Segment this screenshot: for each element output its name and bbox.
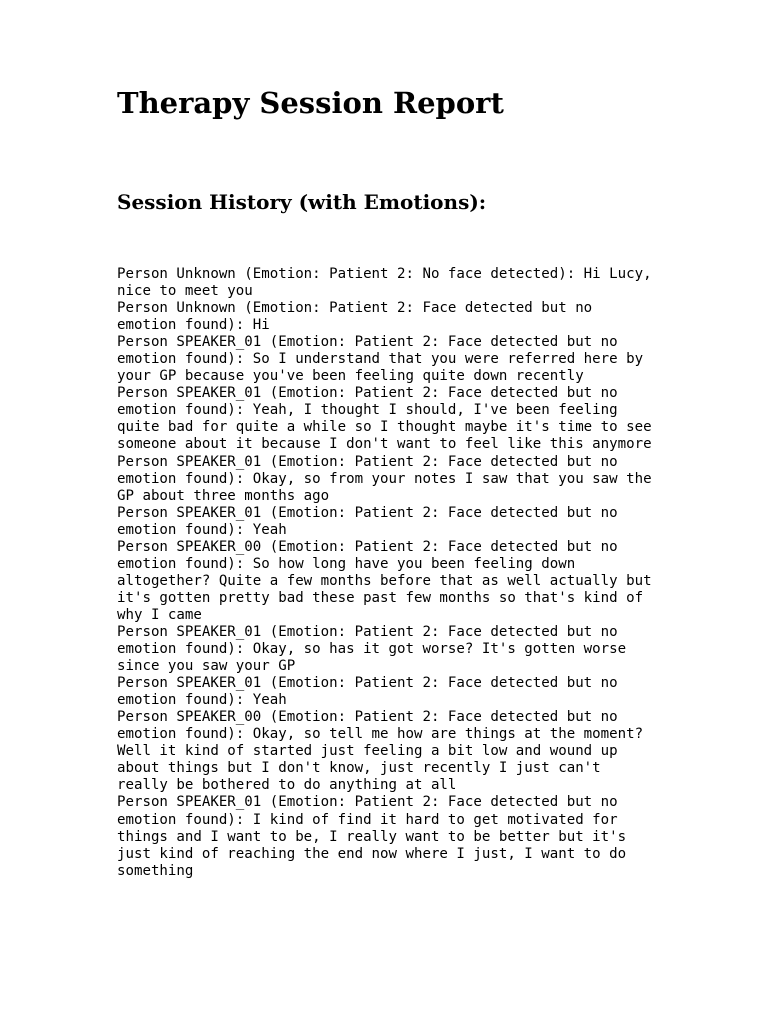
transcript-entry: Person SPEAKER_01 (Emotion: Patient 2: Face detected but no emotion found): Okay, so from your notes I saw that you saw the GP about three months ago [117, 453, 652, 504]
transcript-entry: Person SPEAKER_01 (Emotion: Patient 2: Face detected but no emotion found): Okay, so has it got worse? It's gotten worse since you saw your GP [117, 623, 627, 675]
transcript-entry: Person SPEAKER_01 (Emotion: Patient 2: Face detected but no emotion found): So I understand that you were referred here by your GP because you've been feeling quite down recently [117, 334, 644, 385]
section-heading: Session History (with Emotions): [117, 190, 487, 214]
transcript-entry: Person SPEAKER_01 (Emotion: Patient 2: Face detected but no emotion found): Yeah [117, 504, 618, 538]
transcript-entry: Person Unknown (Emotion: Patient 2: Face detected but no emotion found): Hi [117, 300, 593, 334]
transcript-entry: Person SPEAKER_01 (Emotion: Patient 2: Face detected but no emotion found): I kind of find it hard to get motivated for things and I want to be, I really want to be better but it's just kind of reaching the end now where I just, I want to do something [117, 794, 627, 879]
transcript-entry: Person SPEAKER_00 (Emotion: Patient 2: Face detected but no emotion found): Okay, so tell me how are things at the moment? Well it kind of started just feeling a bit low and wound up about things but I don't know, just recently I just can't really be bothered to do anything at all [117, 709, 644, 794]
session-history-list [117, 266, 657, 880]
transcript-entry: Person SPEAKER_00 (Emotion: Patient 2: Face detected but no emotion found): So how long have you been feeling down altogether? Quite a few months before that as well actually but it's gotten pretty bad these past few months so that's kind of why I came [117, 538, 652, 623]
transcript-entry: Person SPEAKER_01 (Emotion: Patient 2: Face detected but no emotion found): Yeah, I thought I should, I've been feeling quite bad for quite a while so I thought maybe it's time to see someone about it because I don't want to feel like this anymore [117, 385, 652, 453]
transcript-entry: Person Unknown (Emotion: Patient 2: No face detected): Hi Lucy, nice to meet you [117, 266, 652, 300]
report-title: Therapy Session Report [117, 86, 504, 120]
transcript-entry: Person SPEAKER_01 (Emotion: Patient 2: Face detected but no emotion found): Yeah [117, 675, 618, 709]
